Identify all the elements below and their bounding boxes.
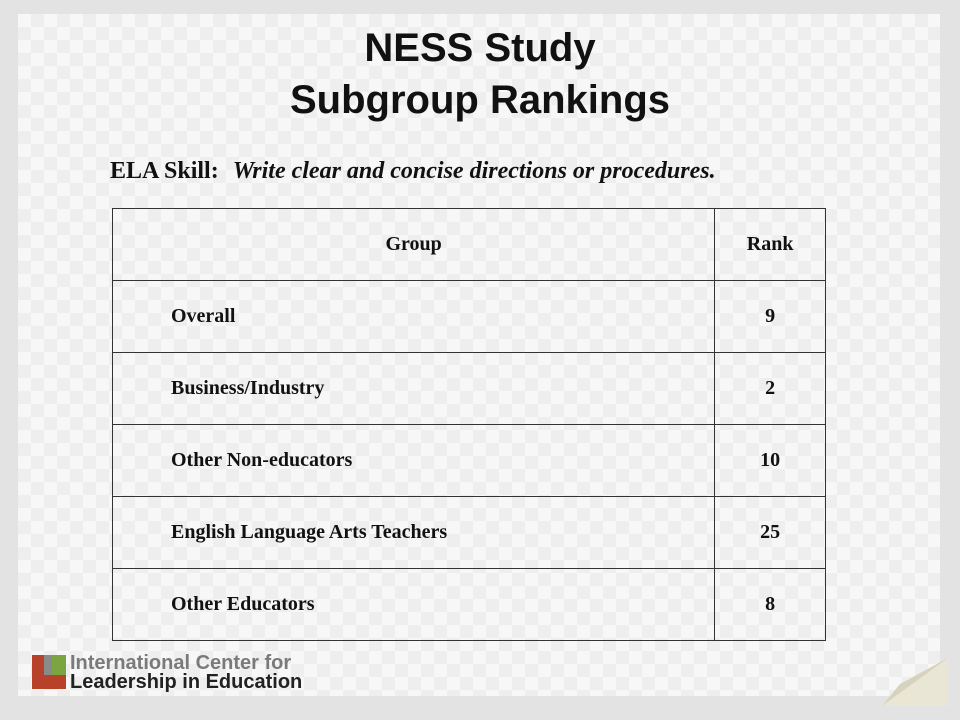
row-rank-cell: 2 — [715, 353, 826, 425]
page-curl-decoration — [882, 658, 948, 706]
page-title — [0, 22, 960, 126]
row-rank-cell: 8 — [715, 569, 826, 641]
row-rank-cell: 10 — [715, 425, 826, 497]
logo-line-2: Leadership in Education — [70, 671, 303, 693]
title-line-2: Subgroup Rankings — [290, 78, 670, 122]
row-group-cell: English Language Arts Teachers — [113, 497, 715, 569]
ela-skill-label: ELA Skill: — [110, 158, 219, 184]
logo-text — [70, 654, 302, 692]
header-rank: Rank — [715, 209, 826, 281]
ela-skill-text: Write clear and concise directions or procedures. — [232, 158, 716, 184]
table-header-row — [113, 209, 826, 281]
ela-skill — [110, 158, 716, 185]
table-row — [113, 425, 826, 497]
icle-logo — [32, 652, 352, 695]
table-row — [113, 569, 826, 641]
row-group-cell: Business/Industry — [113, 353, 715, 425]
row-rank-cell: 9 — [715, 281, 826, 353]
icle-logo-icon — [32, 655, 66, 689]
header-group: Group — [113, 209, 715, 281]
row-group-cell: Other Non-educators — [113, 425, 715, 497]
table-row — [113, 497, 826, 569]
title-line-1: NESS Study — [364, 26, 596, 70]
table-row — [113, 281, 826, 353]
row-group-cell: Overall — [113, 281, 715, 353]
subgroup-rankings-table — [112, 208, 826, 641]
row-rank-cell: 25 — [715, 497, 826, 569]
logo-line-1: International Center for — [70, 652, 292, 674]
row-group-cell: Other Educators — [113, 569, 715, 641]
table-row — [113, 353, 826, 425]
